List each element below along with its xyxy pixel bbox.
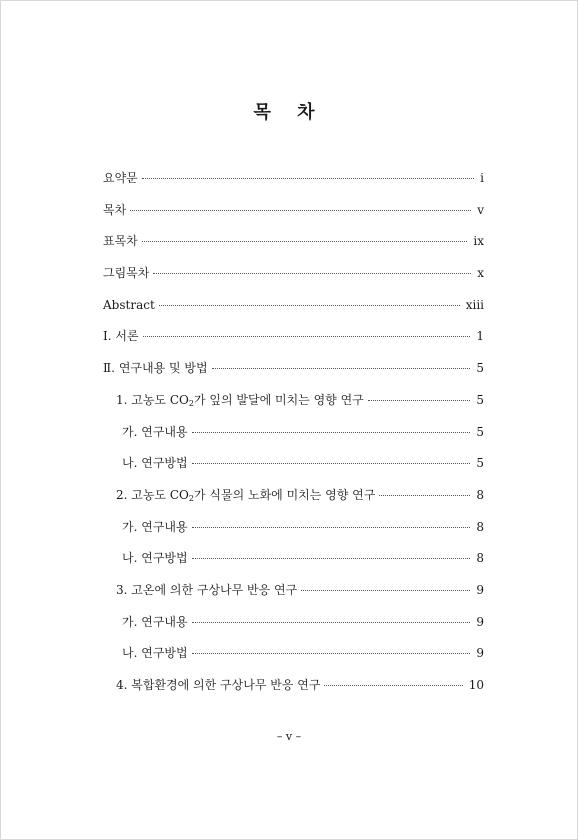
toc-entry-label xyxy=(116,679,324,691)
dot-leader xyxy=(192,622,471,623)
toc-page-number: 8 xyxy=(476,487,484,502)
dot-leader xyxy=(192,463,471,464)
toc-entry-number: 나. xyxy=(122,456,138,471)
dot-leader xyxy=(143,336,471,337)
toc-entry[interactable] xyxy=(103,394,484,426)
toc-page-number: ix xyxy=(473,234,484,249)
toc-page-number: i xyxy=(480,171,484,185)
toc-entry-text-after: 가 식물의 노화에 미치는 영향 연구 xyxy=(194,487,376,502)
dot-leader xyxy=(142,178,474,179)
toc-entry-number: 가. xyxy=(122,424,138,439)
toc-entry[interactable] xyxy=(103,489,484,521)
toc-entry[interactable] xyxy=(103,616,484,648)
dot-leader xyxy=(368,400,471,401)
toc-entry-number: Ⅰ. xyxy=(103,329,112,344)
toc-entry-text: 연구내용 및 방법 xyxy=(118,361,208,376)
toc-entry-label xyxy=(122,552,192,564)
toc-entry[interactable] xyxy=(103,679,484,711)
toc-page-number: x xyxy=(477,266,484,281)
dot-leader xyxy=(192,558,471,559)
toc-page-number: 5 xyxy=(476,392,484,407)
toc-entry-text: 고농도 CO xyxy=(131,487,189,502)
toc-entry[interactable] xyxy=(103,299,484,331)
toc-entry-label xyxy=(122,457,192,469)
toc-entry-label xyxy=(103,267,153,279)
toc-entry[interactable] xyxy=(103,457,484,489)
toc-entry-text: 연구방법 xyxy=(141,646,188,661)
toc-entry-label xyxy=(116,489,379,503)
dot-leader xyxy=(192,527,471,528)
toc-entry-text: 연구내용 xyxy=(141,614,188,629)
toc-entry[interactable] xyxy=(103,172,484,204)
toc-page-number: 5 xyxy=(476,456,484,471)
toc-entry[interactable] xyxy=(103,235,484,267)
dot-leader xyxy=(159,305,460,306)
toc-entry-text: 연구방법 xyxy=(141,456,188,471)
toc-page-number: 9 xyxy=(476,614,484,629)
toc-entry[interactable] xyxy=(103,426,484,458)
toc-entry-number: 나. xyxy=(122,646,138,661)
dot-leader xyxy=(192,653,471,654)
toc-entry-label xyxy=(116,584,301,596)
toc-entry-label xyxy=(103,330,143,342)
toc-entry-number: Ⅱ. xyxy=(103,361,115,376)
toc-entry-number: 가. xyxy=(122,519,138,534)
toc-page-number: 10 xyxy=(468,678,484,692)
dot-leader xyxy=(212,368,471,369)
toc-entry[interactable] xyxy=(103,330,484,362)
toc-entry-number: 1. xyxy=(116,392,128,407)
toc-entry-text: Abstract xyxy=(103,297,155,312)
toc-entry-text: 그림목차 xyxy=(103,266,150,281)
toc-entry-label xyxy=(103,299,159,311)
toc-entry-text: 표목차 xyxy=(103,234,138,249)
toc-entry-number: 3. xyxy=(116,582,128,597)
page-number-footer: – v – xyxy=(276,730,302,743)
toc-entry-label xyxy=(122,426,192,438)
toc-entry-number: 2. xyxy=(116,487,128,502)
toc-entry-number: 가. xyxy=(122,614,138,629)
toc-entry-text: 연구방법 xyxy=(141,551,188,566)
toc-entry-number: 4. xyxy=(116,678,128,692)
toc-entry-text-after: 가 잎의 발달에 미치는 영향 연구 xyxy=(194,392,364,407)
page-title: 목 차 xyxy=(253,102,325,123)
toc-entry[interactable] xyxy=(103,521,484,553)
toc-entry-text: 목차 xyxy=(103,202,127,217)
toc-page-number: 9 xyxy=(476,646,484,661)
dot-leader xyxy=(153,273,471,274)
toc-page-number: v xyxy=(477,202,484,217)
toc-page-number: 8 xyxy=(476,551,484,566)
toc-entry-text: 복합환경에 의한 구상나무 반응 연구 xyxy=(131,678,321,692)
toc-page-number: 8 xyxy=(476,519,484,534)
dot-leader xyxy=(379,495,470,496)
toc-entry[interactable] xyxy=(103,362,484,394)
dot-leader xyxy=(301,590,470,591)
toc-entry-label xyxy=(103,235,142,247)
toc-entry-text: 연구내용 xyxy=(141,519,188,534)
toc-entry-label xyxy=(122,521,192,533)
toc-page-number: 1 xyxy=(476,329,484,344)
toc-entry-label xyxy=(122,616,192,628)
toc-entry-label xyxy=(103,172,142,184)
toc-page-number: 5 xyxy=(476,361,484,376)
toc-entry-label xyxy=(122,647,192,659)
toc-entry[interactable] xyxy=(103,267,484,299)
dot-leader xyxy=(192,432,471,433)
toc-entry-text: 고농도 CO xyxy=(131,392,189,407)
toc-entry-text: 요약문 xyxy=(103,171,138,185)
toc-entry-subscript: 2 xyxy=(188,493,194,503)
toc-entry-label xyxy=(116,394,368,408)
toc-entry-text: 연구내용 xyxy=(141,424,188,439)
dot-leader xyxy=(324,685,462,686)
toc-entry[interactable] xyxy=(103,584,484,616)
toc-page-number: 9 xyxy=(476,582,484,597)
toc-entry-text: 고온에 의한 구상나무 반응 연구 xyxy=(131,582,298,597)
dot-leader xyxy=(142,241,468,242)
toc-page-number: 5 xyxy=(476,424,484,439)
toc-entry[interactable] xyxy=(103,647,484,679)
toc-entry-text: 서론 xyxy=(115,329,139,344)
toc-entry-label xyxy=(103,362,212,374)
toc-entry-label xyxy=(103,204,130,216)
toc-page-number: xiii xyxy=(465,297,484,312)
toc-entry-subscript: 2 xyxy=(188,398,194,408)
table-of-contents xyxy=(103,172,484,711)
toc-entry[interactable] xyxy=(103,552,484,584)
toc-entry[interactable] xyxy=(103,204,484,236)
toc-entry-number: 나. xyxy=(122,551,138,566)
dot-leader xyxy=(130,210,471,211)
